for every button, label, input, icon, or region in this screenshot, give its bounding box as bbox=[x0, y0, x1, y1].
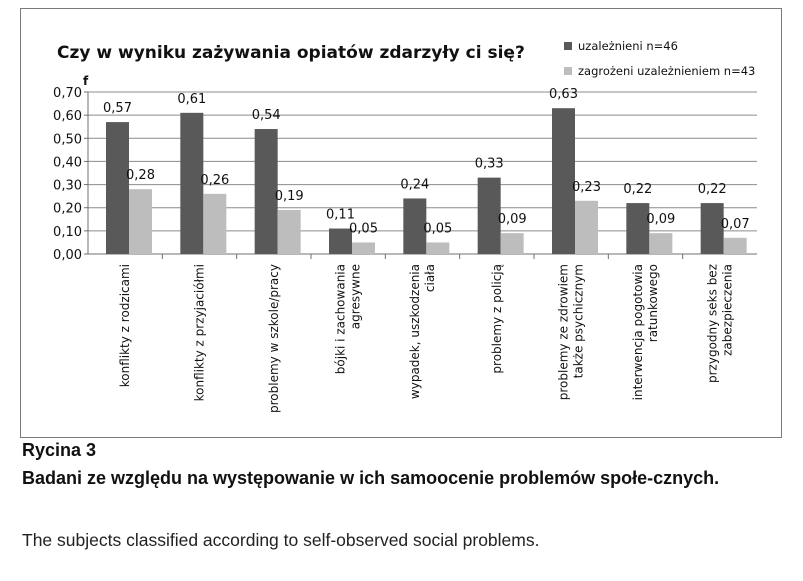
x-tick-label: ratunkowego bbox=[646, 264, 660, 343]
chart bbox=[21, 9, 781, 437]
data-label: 0,19 bbox=[274, 189, 304, 205]
x-tick-label: ciała bbox=[423, 264, 437, 293]
y-tick-label: 0,60 bbox=[53, 109, 82, 125]
bar bbox=[203, 194, 226, 254]
data-label: 0,57 bbox=[103, 101, 132, 117]
x-tick-label: agresywne bbox=[348, 264, 363, 330]
data-label: 0,63 bbox=[549, 87, 578, 103]
data-label: 0,26 bbox=[200, 172, 230, 188]
data-label: 0,61 bbox=[177, 91, 207, 107]
bar bbox=[426, 242, 449, 254]
bar bbox=[129, 189, 152, 254]
data-label: 0,23 bbox=[572, 179, 601, 195]
figure-label: Rycina 3 bbox=[22, 440, 97, 460]
data-label: 0,05 bbox=[349, 221, 378, 237]
chart-figure bbox=[20, 8, 782, 438]
bar bbox=[575, 201, 598, 254]
y-tick-label: 0,40 bbox=[53, 155, 82, 171]
y-tick-label: 0,50 bbox=[53, 132, 82, 148]
data-label: 0,07 bbox=[720, 216, 750, 232]
bar bbox=[649, 233, 672, 254]
data-label: 0,05 bbox=[423, 221, 453, 237]
data-label: 0,22 bbox=[623, 182, 653, 198]
data-label: 0,33 bbox=[474, 156, 504, 172]
chart-title: Czy w wyniku zażywania opiatów zdarzyły ci się? bbox=[57, 43, 525, 63]
bar bbox=[724, 238, 747, 254]
x-tick-label: bójki i zachowania bbox=[333, 264, 348, 375]
bar bbox=[278, 210, 301, 254]
x-tick-label: interwencja pogotowia bbox=[631, 264, 645, 401]
x-tick-label: problemy ze zdrowiem bbox=[556, 264, 571, 401]
x-tick-label: konflikty z przyjaciółmi bbox=[192, 264, 207, 402]
x-tick-label: zabezpieczenia bbox=[720, 264, 735, 356]
legend-label: uzależnieni n=46 bbox=[578, 39, 678, 53]
legend-swatch bbox=[564, 42, 572, 50]
x-tick-label: także psychicznym bbox=[571, 264, 586, 379]
legend-label: zagrożeni uzależnieniem n=43 bbox=[578, 64, 756, 78]
x-tick-label: problemy z policją bbox=[489, 264, 504, 374]
data-label: 0,22 bbox=[697, 182, 727, 198]
data-label: 0,09 bbox=[497, 212, 527, 228]
bar bbox=[106, 122, 129, 254]
x-tick-label: przygodny seks bez bbox=[705, 264, 720, 383]
bar bbox=[626, 203, 649, 254]
x-tick-label: problemy w szkole/pracy bbox=[266, 264, 281, 413]
data-label: 0,24 bbox=[400, 177, 430, 193]
y-tick-label: 0,00 bbox=[53, 248, 82, 263]
data-label: 0,54 bbox=[251, 108, 281, 124]
bar bbox=[501, 233, 524, 254]
figure-caption-en: The subjects classified according to self-observed social problems. bbox=[22, 530, 540, 550]
data-label: 0,09 bbox=[646, 212, 676, 228]
x-tick-label: wypadek, uszkodzenia bbox=[408, 264, 422, 400]
y-tick-label: 0,70 bbox=[53, 86, 82, 101]
legend-swatch bbox=[564, 67, 572, 75]
figure-caption-pl: Badani ze względu na występowanie w ich samoocenie problemów społe-cznych. bbox=[22, 468, 720, 488]
y-axis-label: f bbox=[83, 74, 89, 88]
data-label: 0,11 bbox=[326, 207, 355, 223]
y-tick-label: 0,30 bbox=[53, 178, 82, 194]
data-label: 0,28 bbox=[126, 168, 155, 184]
bar bbox=[352, 242, 375, 254]
x-tick-label: konflikty z rodzicami bbox=[118, 264, 133, 388]
y-tick-label: 0,10 bbox=[53, 224, 82, 240]
y-tick-label: 0,20 bbox=[53, 201, 82, 217]
